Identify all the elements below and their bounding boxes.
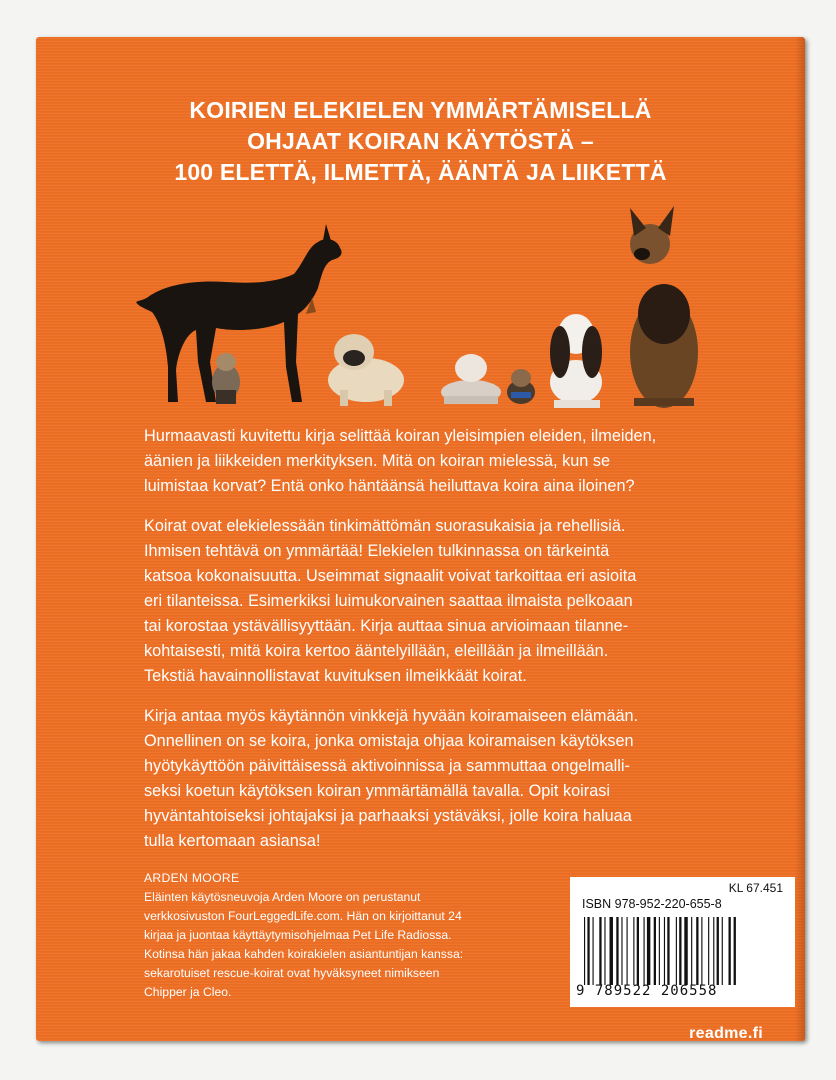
paragraph-2 (144, 514, 734, 689)
text-line: Koirat ovat elekielessään tinkimättömän suorasukaisia ja rehellisiä. (144, 517, 626, 535)
isbn-barcode-label (570, 877, 795, 1007)
pug-dog (328, 334, 404, 406)
paragraph-1 (144, 424, 734, 499)
bio-line: kirjaa ja juontaa käyttäytymisohjelmaa Pet Life Radiossa. (144, 928, 452, 942)
text-line: eri tilanteissa. Esimerkiksi luimukorvainen saattaa ilmaista pelkoaan (144, 592, 633, 610)
bio-line: Kotinsa hän jakaa kahden koirakielen asiantuntijan kanssa: (144, 947, 464, 961)
text-line: tai korostaa ystävällisyyttään. Kirja auttaa sinua arvioimaan tilanne- (144, 617, 629, 635)
library-class: KL 67.451 (728, 881, 783, 895)
bio-line: Eläinten käytösneuvoja Arden Moore on perustanut (144, 890, 421, 904)
text-line: äänien ja liikkeiden merkityksen. Mitä on koiran mielessä, kun se (144, 452, 611, 470)
paragraph-3 (144, 704, 734, 854)
bio-line: sekarotuiset rescue-koirat ovat hyväksyneet nimikseen (144, 966, 440, 980)
text-line: Hurmaavasti kuvitettu kirja selittää koiran yleisimpien eleiden, ilmeiden, (144, 427, 657, 445)
chinese-crested-dog (441, 354, 501, 404)
bio-line: Chipper ja Cleo. (144, 985, 232, 999)
headline-line: 100 ELETTÄ, ILMETTÄ, ÄÄNTÄ JA LIIKETTÄ (174, 159, 667, 185)
author-bio (144, 869, 574, 1002)
text-line: hyötykäyttöön päivittäisessä aktivoinnissa ja sammuttaa ongelmalli- (144, 757, 630, 775)
bio-line: verkkosivuston FourLeggedLife.com. Hän on kirjoittanut 24 (144, 909, 462, 923)
text-line: Onnellinen on se koira, jonka omistaja ohjaa koiramaisen käytöksen (144, 732, 634, 750)
isbn-text: ISBN 978-952-220-655-8 (582, 897, 722, 911)
headline-line: OHJAAT KOIRAN KÄYTÖSTÄ – (247, 128, 594, 154)
author-name: ARDEN MOORE (144, 871, 240, 885)
text-line: seksi koetun käytöksen koiran ymmärtämällä tavalla. Opit koirasi (144, 782, 611, 800)
headline (36, 95, 805, 188)
book-back-cover (36, 37, 805, 1041)
text-line: Tekstiä havainnollistavat kuvituksen ilmeikkäät koirat. (144, 667, 527, 685)
text-line: Kirja antaa myös käytännön vinkkejä hyvään koiramaiseen elämään. (144, 707, 639, 725)
text-line: luimistaa korvat? Entä onko häntäänsä heiluttava koira aina iloinen? (144, 477, 635, 495)
barcode-bars (584, 917, 784, 985)
headline-line: KOIRIEN ELEKIELEN YMMÄRTÄMISELLÄ (189, 97, 652, 123)
dog-lineup-illustration (126, 202, 706, 417)
barcode-digits: 9 789522 206558 (576, 983, 718, 999)
cocker-spaniel-dog (550, 314, 602, 408)
publisher-logo: readme.fi (689, 1025, 763, 1041)
text-line: katsoa kokonaisuutta. Useimmat signaalit voivat tarkoittaa eri asioita (144, 567, 637, 585)
text-line: Ihmisen tehtävä on ymmärtää! Elekielen tulkinnassa on tärkeintä (144, 542, 610, 560)
german-shepherd-dog (630, 206, 698, 408)
description-text (144, 424, 734, 869)
text-line: kohtaisesti, mitä koira kertoo ääntelyillään, eleillään ja ilmeillään. (144, 642, 609, 660)
yorkshire-terrier-dog (212, 353, 240, 404)
text-line: tulla kertomaan asiansa! (144, 832, 321, 850)
text-line: hyväntahtoiseksi johtajaksi ja parhaaksi ystäväksi, jolle koira haluaa (144, 807, 632, 825)
small-yorkie-dog (507, 369, 535, 404)
